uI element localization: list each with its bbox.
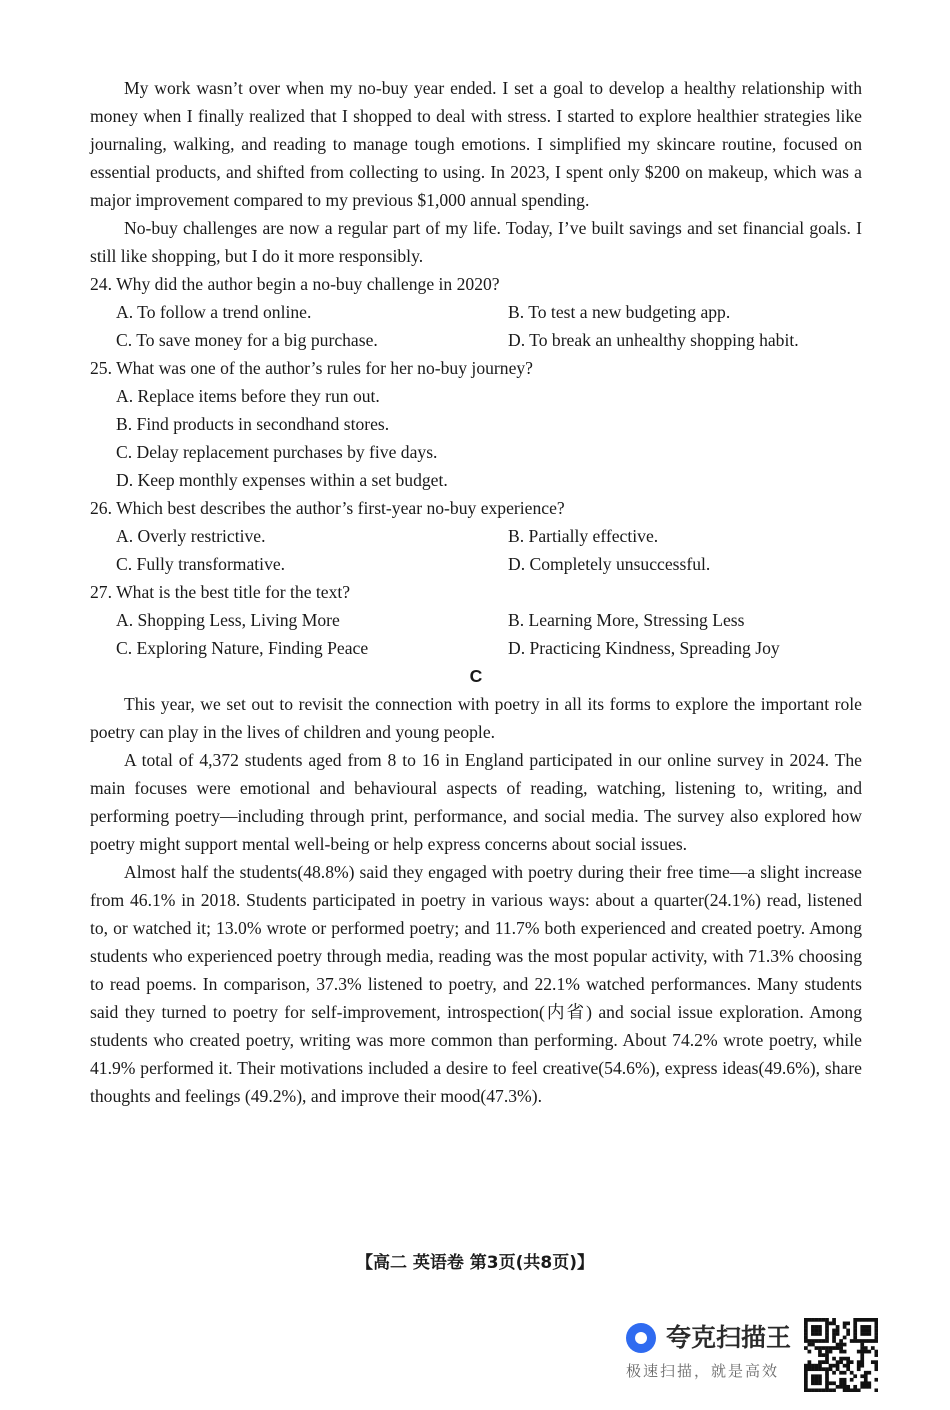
quark-logo-icon <box>626 1323 656 1353</box>
option-a: A. Overly restrictive. <box>116 526 266 546</box>
option-d: D. Completely unsuccessful. <box>508 554 711 574</box>
option-b: B. Learning More, Stressing Less <box>508 610 745 630</box>
options-grid <box>116 298 862 354</box>
option-b: B. Find products in secondhand stores. <box>116 414 390 434</box>
options-grid <box>116 522 862 578</box>
passage-c-paragraph-2: A total of 4,372 students aged from 8 to 16 in England participated in our online survey in 2024. The main focuses were emotional and behavioural aspects of reading, watching, listening to, writing, and performing poetry—including through print, performance, and social media. The survey also explored how poetry might support mental well-being or help express concerns about social issues. <box>90 750 862 854</box>
option-c: C. Delay replacement purchases by five days. <box>116 442 438 462</box>
watermark-tagline: 极速扫描，就是高效 <box>626 1362 780 1380</box>
passage-b-paragraph-1: My work wasn’t over when my no-buy year ended. I set a goal to develop a healthy relationship with money when I finally realized that I shopped to deal with stress. I started to explore healthier strategies like journaling, walking, and reading to manage tough emotions. I simplified my skincare routine, focused on essential products, and shifted from collecting to using. In 2023, I spent only $200 on makeup, which was a major improvement compared to my previous $1,000 annual spending. <box>90 78 862 210</box>
passage-c-paragraph-3: Almost half the students(48.8%) said they engaged with poetry during their free time—a slight increase from 46.1% in 2018. Students participated in poetry in various ways: about a quarter(24.1%) read, listened to, or watched it; 13.0% wrote or performed poetry; and 11.7% both experienced and created poetry. Among students who experienced poetry through media, reading was the most popular activity, with 71.3% choosing to read poems. In comparison, 37.3% listened to poetry, and 22.1% watched performances. Many students said they turned to poetry for self-improvement, introspection(内省) and social issue exploration. Among students who created poetry, writing was more common than performing. About 74.2% wrote poetry, while 41.9% performed it. Their motivations included a desire to feel creative(54.6%), express ideas(49.6%), share thoughts and feelings (49.2%), and improve their mood(47.3%). <box>90 862 862 1106</box>
question-25 <box>90 354 862 494</box>
option-c: C. Fully transformative. <box>116 554 286 574</box>
question-27 <box>90 578 862 662</box>
option-d: D. Keep monthly expenses within a set budget. <box>116 470 448 490</box>
option-d: D. Practicing Kindness, Spreading Joy <box>508 638 780 658</box>
options-grid <box>116 606 862 662</box>
question-stem: 25. What was one of the author’s rules for her no-buy journey? <box>90 358 533 378</box>
question-stem: 24. Why did the author begin a no-buy challenge in 2020? <box>90 274 500 294</box>
question-24 <box>90 270 862 354</box>
option-c: C. To save money for a big purchase. <box>116 330 378 350</box>
question-26 <box>90 494 862 578</box>
page-content <box>90 74 862 1110</box>
option-a: A. To follow a trend online. <box>116 302 312 322</box>
option-b: B. Partially effective. <box>508 526 659 546</box>
option-d: D. To break an unhealthy shopping habit. <box>508 330 799 350</box>
option-a: A. Replace items before they run out. <box>116 386 380 406</box>
option-c: C. Exploring Nature, Finding Peace <box>116 638 369 658</box>
section-heading-c: C <box>469 666 483 686</box>
passage-b-paragraph-2: No-buy challenges are now a regular part of my life. Today, I’ve built savings and set financial goals. I still like shopping, but I do it more responsibly. <box>90 218 862 266</box>
page-footer: 【高二 英语卷 第3页(共8页)】 <box>355 1253 595 1273</box>
watermark-app-name: 夸克扫描王 <box>666 1323 792 1352</box>
option-b: B. To test a new budgeting app. <box>508 302 731 322</box>
question-stem: 27. What is the best title for the text? <box>90 582 351 602</box>
qr-code-icon <box>804 1318 878 1392</box>
question-stem: 26. Which best describes the author’s first-year no-buy experience? <box>90 498 565 518</box>
passage-c-paragraph-1: This year, we set out to revisit the connection with poetry in all its forms to explore the important role poetry can play in the lives of children and young people. <box>90 694 862 742</box>
scanner-watermark <box>624 1318 880 1396</box>
option-a: A. Shopping Less, Living More <box>116 610 340 630</box>
